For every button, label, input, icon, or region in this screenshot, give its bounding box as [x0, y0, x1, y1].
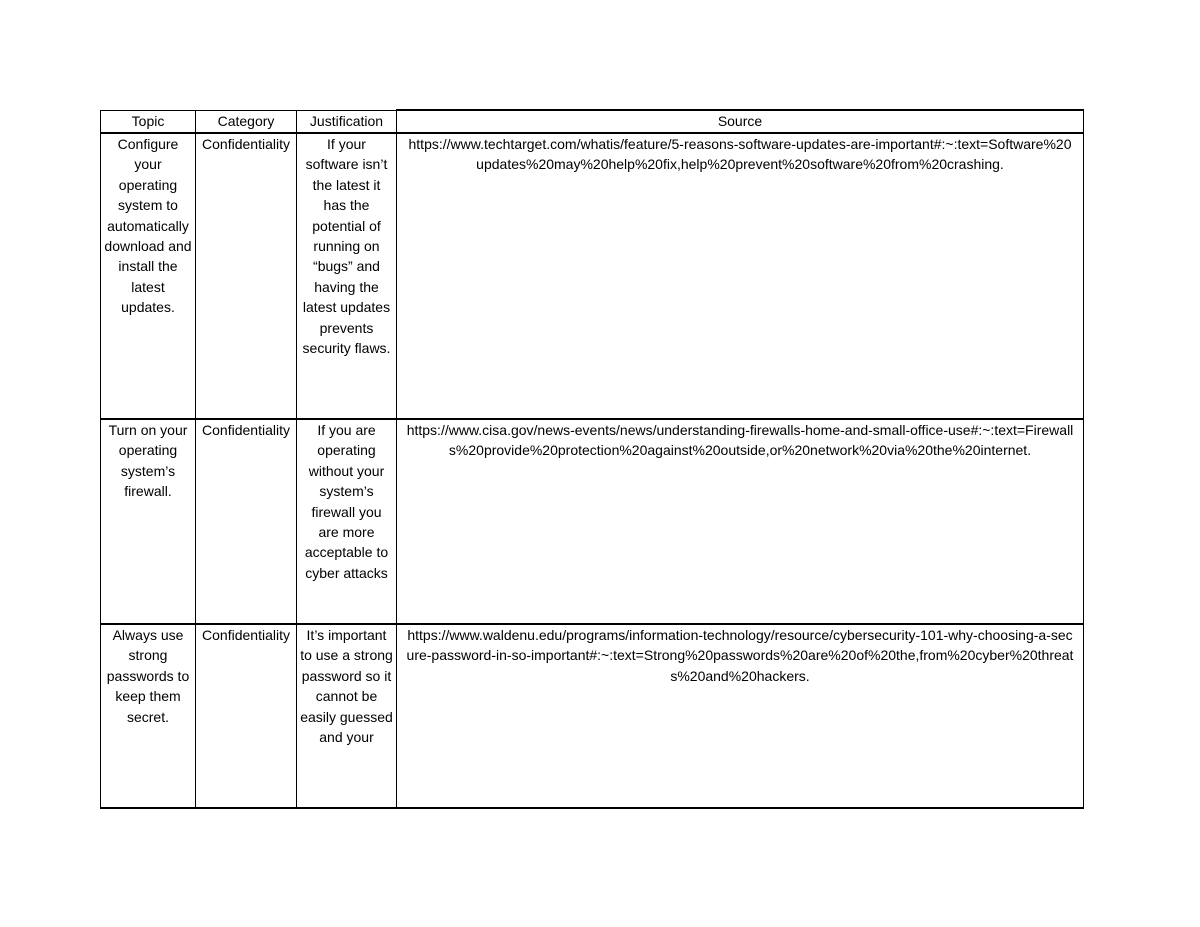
justification-text: If you are operating without your system’s firewall you are more acceptable to cyber attacks — [304, 422, 389, 581]
table-row — [101, 419, 1084, 624]
category-cell — [196, 624, 297, 808]
header-source: Source — [397, 110, 1084, 133]
topic-cell — [101, 419, 196, 624]
header-justification: Justification — [297, 110, 397, 133]
security-practices-table — [100, 109, 1084, 809]
header-topic: Topic — [101, 110, 196, 133]
topic-cell — [101, 624, 196, 808]
category-text: Confidentiality — [202, 422, 290, 438]
source-cell — [397, 419, 1084, 624]
source-link[interactable]: https://www.cisa.gov/news-events/news/understanding-firewalls-home-and-small-office-use#:~:text=Firewalls%20provide%20protection%20against%20outside,or%20network%20via%20the%20internet. — [406, 422, 1074, 459]
justification-cell — [297, 419, 397, 624]
justification-text: It’s important to use a strong password so it cannot be easily guessed and your — [300, 627, 393, 746]
topic-text: Configure your operating system to automatically download and install the latest updates. — [104, 136, 192, 316]
table-header-row — [101, 110, 1084, 133]
category-cell — [196, 419, 297, 624]
justification-cell — [297, 133, 397, 419]
source-cell — [397, 624, 1084, 808]
category-cell — [196, 133, 297, 419]
justification-cell — [297, 624, 397, 808]
table-row — [101, 133, 1084, 419]
table-row — [101, 624, 1084, 808]
topic-cell — [101, 133, 196, 419]
topic-text: Always use strong passwords to keep them secret. — [106, 627, 190, 725]
source-link[interactable]: https://www.waldenu.edu/programs/information-technology/resource/cybersecurity-101-why-choosing-a-secure-password-in-so-important#:~:text=Strong%20passwords%20are%20of%20the,from%20cyber%20threats%20and%20hackers. — [406, 627, 1074, 684]
category-text: Confidentiality — [202, 627, 290, 643]
topic-text: Turn on your operating system’s firewall. — [108, 422, 188, 500]
justification-text: If your software isn’t the latest it has the potential of running on “bugs” and having the latest updates prevents security flaws. — [302, 136, 391, 357]
header-category: Category — [196, 110, 297, 133]
category-text: Confidentiality — [202, 136, 290, 152]
source-link[interactable]: https://www.techtarget.com/whatis/feature/5-reasons-software-updates-are-important#:~:text=Software%20updates%20may%20help%20fix,help%20prevent%20software%20from%20crashing. — [408, 136, 1072, 173]
source-cell — [397, 133, 1084, 419]
